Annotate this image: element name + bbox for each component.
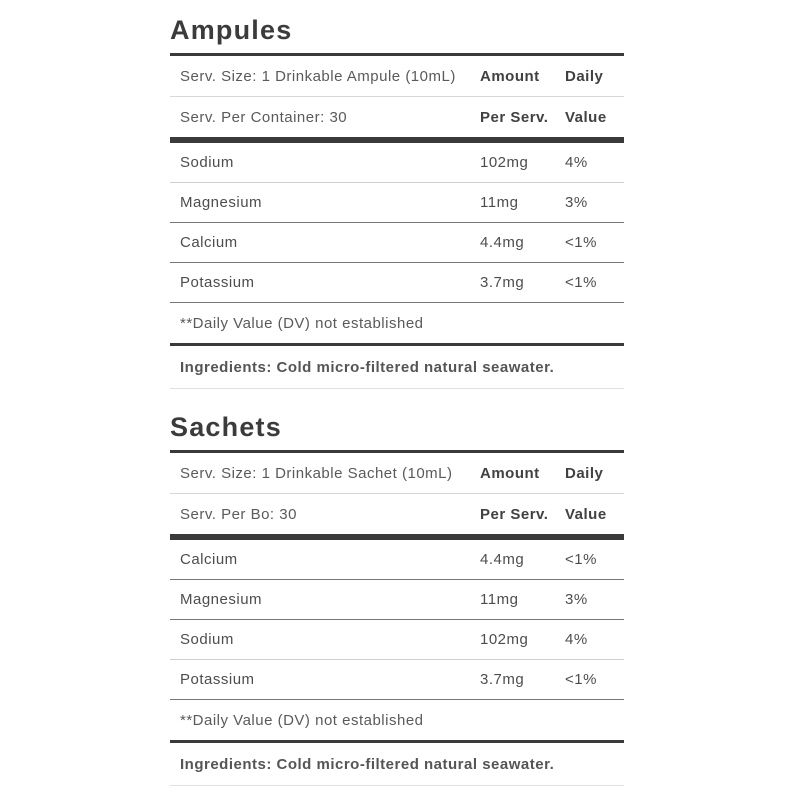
nutrient-daily-value: <1%	[565, 671, 597, 688]
facts-section-sachets	[170, 413, 624, 786]
value-column-header: Value	[565, 108, 607, 126]
nutrient-amount: 3.7mg	[480, 274, 525, 291]
nutrient-name: Potassium	[180, 274, 255, 291]
nutrient-daily-value: 4%	[565, 154, 588, 171]
nutrient-daily-value: <1%	[565, 551, 597, 568]
daily-value-note-row	[170, 303, 624, 343]
daily-value-note: **Daily Value (DV) not established	[180, 314, 424, 332]
daily-value-note: **Daily Value (DV) not established	[180, 711, 424, 729]
nutrient-name: Magnesium	[180, 591, 263, 608]
facts-section-ampules	[170, 16, 624, 389]
nutrient-amount: 102mg	[480, 154, 529, 171]
nutrient-daily-value: 3%	[565, 194, 588, 211]
nutrient-amount: 11mg	[480, 194, 519, 211]
ingredients-text: Ingredients: Cold micro-filtered natural seawater.	[180, 358, 555, 376]
nutrient-daily-value: 4%	[565, 631, 588, 648]
nutrient-rows	[170, 540, 624, 700]
amount-column-header: Amount	[480, 464, 540, 482]
per-serv-column-header: Per Serv.	[480, 108, 549, 126]
section-title: Ampules	[170, 15, 293, 45]
nutrient-row	[170, 540, 624, 580]
nutrient-rows	[170, 143, 624, 303]
nutrient-amount: 11mg	[480, 591, 519, 608]
daily-column-header: Daily	[565, 464, 604, 482]
supplement-facts-panel	[170, 0, 624, 786]
nutrient-name: Potassium	[180, 671, 255, 688]
nutrient-name: Sodium	[180, 154, 234, 171]
servings-per-text: Serv. Per Container: 30	[180, 108, 348, 126]
section-title: Sachets	[170, 412, 282, 442]
servings-per-text: Serv. Per Bo: 30	[180, 505, 297, 523]
servings-per-row	[170, 494, 624, 534]
servings-per-row	[170, 97, 624, 137]
nutrient-name: Magnesium	[180, 194, 263, 211]
nutrient-amount: 4.4mg	[480, 551, 525, 568]
per-serv-column-header: Per Serv.	[480, 505, 549, 523]
ingredients-row	[170, 346, 624, 389]
nutrient-amount: 102mg	[480, 631, 529, 648]
nutrient-daily-value: <1%	[565, 274, 597, 291]
nutrient-row	[170, 143, 624, 183]
nutrient-daily-value: 3%	[565, 591, 588, 608]
nutrient-row	[170, 620, 624, 660]
daily-column-header: Daily	[565, 67, 604, 85]
nutrient-name: Calcium	[180, 551, 238, 568]
value-column-header: Value	[565, 505, 607, 523]
nutrient-amount: 3.7mg	[480, 671, 525, 688]
serving-size-row	[170, 56, 624, 97]
serving-size-text: Serv. Size: 1 Drinkable Ampule (10mL)	[180, 67, 456, 85]
nutrient-row	[170, 263, 624, 303]
nutrient-row	[170, 223, 624, 263]
nutrient-name: Calcium	[180, 234, 238, 251]
amount-column-header: Amount	[480, 67, 540, 85]
nutrient-row	[170, 183, 624, 223]
ingredients-text: Ingredients: Cold micro-filtered natural seawater.	[180, 755, 555, 773]
serving-size-row	[170, 453, 624, 494]
nutrient-amount: 4.4mg	[480, 234, 525, 251]
nutrient-row	[170, 660, 624, 700]
nutrient-name: Sodium	[180, 631, 234, 648]
nutrient-daily-value: <1%	[565, 234, 597, 251]
ingredients-row	[170, 743, 624, 786]
serving-size-text: Serv. Size: 1 Drinkable Sachet (10mL)	[180, 464, 453, 482]
nutrient-row	[170, 580, 624, 620]
daily-value-note-row	[170, 700, 624, 740]
